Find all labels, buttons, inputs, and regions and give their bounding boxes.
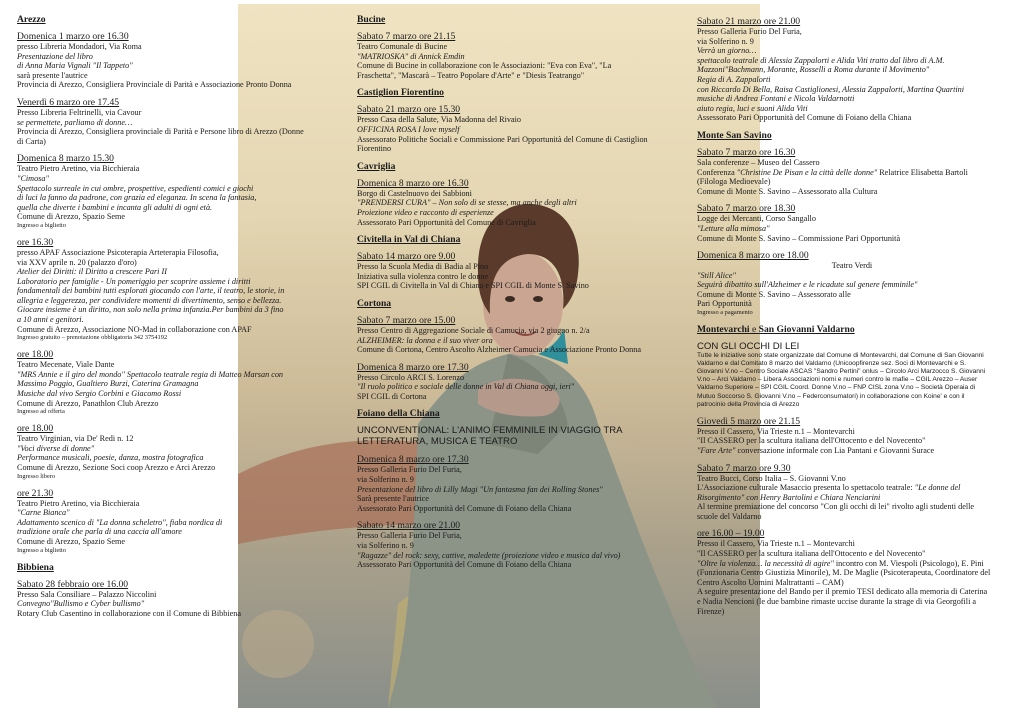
event-organizer: Pari Opportunità	[697, 299, 752, 309]
event-ticket-note: Ingresso a biglietto	[17, 221, 66, 229]
event-bucine-1	[357, 31, 657, 80]
foiano-program-heading	[357, 425, 657, 447]
event-venue: Presso il Cassero, Via Trieste n.1 – Montevarchi	[697, 426, 855, 436]
event-description: con Riccardo Di Bella, Raisa Castiglionesi, Alessia Zappalorti, Martina Quartini	[697, 84, 965, 94]
program-title: LETTERATURA, MUSICA E TEATRO	[357, 436, 518, 448]
event-cavriglia-1	[357, 178, 657, 227]
event-date: Domenica 8 marzo ore 17.30	[357, 454, 469, 466]
montevarchi-program-intro	[697, 341, 1007, 409]
event-organizer: Comune di Arezzo, Spazio Seme	[17, 536, 126, 546]
program-description: Tutte le iniziative sono state organizzate dal Comune di Montevarchi, dal Comune di San Giovanni	[697, 352, 984, 360]
event-organizer: Comune di Cortona, Centro Ascolto Alzheimer Camucia e Associazione Pronto Donna	[357, 345, 642, 355]
event-description: L'Associazione culturale Masaccio presenta lo spettacolo teatrale:	[697, 483, 915, 493]
program-description: Valdarno Superiore – SPI CGIL Coord. Donne V.no – FNP CISL zona V.no – Società Operaia di	[697, 384, 976, 392]
event-description: incontro con M. Viespoli (Psicologo), E. Pini	[833, 558, 984, 568]
event-description: Adattamento scenico di "La donna scheletro", fiaba nordica di	[17, 517, 223, 527]
event-subtitle: "Fare Arte"	[697, 445, 736, 455]
column-3	[697, 16, 1007, 623]
event-montevarchi-3	[697, 528, 1007, 616]
event-venue: Presso Galleria Furio Del Furia,	[357, 465, 462, 475]
event-ticket-note: Ingresso a pagamento	[697, 309, 753, 317]
program-description: V.no – Arci Valdarno – Libera Associazioni nomi e numeri contro le mafie – CGIL Arezzo – Auser	[697, 376, 978, 384]
event-description: a 10 anni e genitori.	[17, 315, 84, 325]
event-ticket-note: Ingresso libero	[17, 472, 56, 480]
event-organizer: Comune di Monte S. Savino – Assessorato alla Cultura	[697, 186, 878, 196]
event-description: (Funzionaria Centro Giustizia Minorile), M. De Maglie (Psicoterapeuta, Coordinatore del	[697, 568, 991, 578]
event-date: Venerdì 6 marzo ore 17.45	[17, 96, 120, 108]
event-title: "Il CASSERO per la scultura italiana dell'Ottocento e del Novecento"	[697, 549, 926, 559]
event-organizer: Provincia di Arezzo, Consigliera Provinciale di Parità e Associazione Pronto Donna	[17, 80, 292, 90]
event-montevarchi-1	[697, 416, 1007, 456]
event-castiglion-1	[357, 104, 657, 153]
event-description: Regia di A. Zappalorti	[697, 74, 771, 84]
event-cortona-1	[357, 315, 657, 355]
event-date: ore 16.00 – 19.00	[697, 528, 765, 540]
event-montesansavino-1	[697, 147, 1007, 196]
event-arezzo-4	[17, 237, 297, 342]
column-2	[357, 14, 657, 577]
event-date: Sabato 7 marzo ore 16.30	[697, 146, 796, 158]
column-1	[17, 14, 304, 625]
event-description-line	[697, 483, 1007, 493]
town-heading-foiano: Foiano della Chiana	[357, 408, 440, 420]
event-venue: Logge dei Mercanti, Corso Sangallo	[697, 214, 816, 224]
event-date: Sabato 21 marzo ore 21.00	[697, 16, 801, 27]
event-note: Sarà presente l'autrice	[357, 494, 429, 504]
event-description: Performance musicali, poesie, danza, mostra fotografica	[17, 453, 204, 463]
event-venue: Sala conferenze – Museo del Cassero	[697, 157, 820, 167]
event-description: conversazione informale con Lia Pantani e Giovanni Surace	[735, 445, 935, 455]
event-venue: Teatro Bucci, Corso Italia – S. Giovanni V.no	[697, 473, 846, 483]
town-heading-civitella: Civitella in Val di Chiana	[357, 234, 461, 246]
event-venue: Presso la Scuola Media di Badia al Pino	[357, 262, 489, 272]
event-cortona-2	[357, 362, 657, 402]
program-description: Valdarno e dal Comitato 8 marzo del Valdarno (Unicoopfirenze sez. Soci di Montevarchi e S.	[697, 360, 967, 368]
event-date: Sabato 21 marzo ore 15.30	[357, 104, 461, 116]
event-description-line	[697, 559, 1007, 569]
event-ticket-note: Ingresso a biglietto	[17, 546, 66, 554]
event-description: aiuto regia, luci e suoni Alida Viti	[697, 103, 808, 113]
event-ticket-note: Ingresso gratuito – prenotazione obbligatoria 342 3754192	[17, 334, 168, 342]
event-note: sarà presente l'autrice	[17, 70, 88, 80]
event-title: OFFICINA ROSA I love myself	[357, 124, 460, 134]
event-venue: via XXV aprile n. 20 (palazzo d'oro)	[17, 257, 137, 267]
town-heading-bucine: Bucine	[357, 14, 386, 25]
event-organizer: Comune di Arezzo, Panathlon Club Arezzo	[17, 398, 159, 408]
event-date: Sabato 14 marzo ore 21.00	[357, 520, 461, 532]
event-date: ore 18.00	[17, 423, 54, 435]
event-foiano-1	[357, 454, 657, 513]
event-arezzo-7	[17, 488, 297, 555]
event-venue: Borgo di Castelnuovo dei Sabbioni	[357, 188, 472, 198]
event-description: A seguire presentazione del Bando per il premio TESI dedicato alla memoria di Caterina	[697, 587, 988, 597]
event-description: Seguirà dibattito sull'Alzheimer e le ricadute sul genere femminile"	[697, 280, 918, 290]
event-title: "PRENDERSI CURA" – Non solo di se stesse, ma anche degli altri	[357, 198, 577, 208]
event-date: Giovedì 5 marzo ore 21.15	[697, 415, 801, 427]
event-title: "Carne Bianca"	[17, 508, 70, 518]
event-organizer: Fraschetta", "Mascarà – Teatro Popolare d'Arte" e "Diesis Teatrango"	[357, 70, 585, 80]
town-name-montevarchi: Montevarchi	[697, 324, 750, 336]
event-date: Sabato 7 marzo ore 18.30	[697, 203, 796, 215]
event-description: Massimo Poggio, Gualtiero Burzi, Caterina Gramagna	[17, 379, 199, 389]
town-heading-cavriglia: Cavriglia	[357, 160, 396, 172]
event-arezzo-5	[17, 349, 297, 416]
event-title: Atelier dei Diritti: il Diritto a crescere Pari II	[17, 267, 167, 277]
event-arezzo-2	[17, 96, 304, 146]
town-name-san-giovanni: San Giovanni Valdarno	[758, 324, 855, 336]
town-heading-castiglion-fiorentino: Castiglion Fiorentino	[357, 87, 444, 99]
event-title: "Christine De Pisan e la città delle donne"	[736, 167, 878, 177]
event-speaker: Relatrice Elisabetta Bartoli	[877, 167, 968, 177]
event-date: Domenica 8 marzo 15.30	[17, 153, 114, 165]
event-venue: via Solferino n. 9	[357, 475, 414, 485]
event-date: Sabato 7 marzo ore 15.00	[357, 314, 456, 326]
event-title: "Letture alla mimosa"	[697, 223, 770, 233]
event-organizer: Comune di Arezzo, Spazio Seme	[17, 212, 126, 222]
event-description: tradizione orale che parla di una caccia all'amore	[17, 527, 182, 537]
event-description: Proiezione video e racconto di esperienze	[357, 207, 494, 217]
event-montesansavino-2	[697, 203, 1007, 243]
event-venue: Presso Centro di Aggregazione Sociale di Camucia, via 2 giugno n. 2/a	[357, 325, 590, 335]
event-description: e Nadia Nencioni (le due bambine rimaste uccise durante la strage di via Georgofili a	[697, 597, 977, 607]
event-date: Domenica 8 marzo ore 18.00	[697, 250, 809, 262]
event-venue: Teatro Virginian, via De' Redi n. 12	[17, 434, 134, 444]
event-venue: Teatro Pietro Aretino, via Bicchieraia	[17, 164, 140, 174]
event-date: Sabato 7 marzo ore 21.15	[357, 31, 456, 42]
town-heading-arezzo: Arezzo	[17, 14, 46, 25]
event-title: ALZHEIMER: la donna e il suo viver ora	[357, 335, 493, 345]
event-title-line	[697, 168, 1007, 178]
program-title: UNCONVENTIONAL: L'ANIMO FEMMINILE IN VIAGGIO TRA	[357, 425, 623, 437]
event-organizer: Comune di Monte S. Savino – Assessorato alle	[697, 289, 851, 299]
town-heading-bibbiena: Bibbiena	[17, 561, 54, 573]
event-foiano-2	[357, 520, 657, 569]
event-organizer: Comune di Arezzo, Sezione Soci coop Arezzo e Arci Arezzo	[17, 463, 216, 472]
event-date: ore 18.00	[17, 349, 54, 361]
event-title: di Anna Maria Vignali "Il Tappeto"	[17, 61, 133, 71]
event-venue: Presso Circolo ARCI S. Lorenzo	[357, 372, 465, 382]
event-description: quella che diverte i bambini e incanta gli adulti di ogni età.	[17, 202, 213, 212]
event-title: Convegno"Bullismo e Cyber bullismo"	[17, 599, 145, 609]
event-date: Domenica 1 marzo ore 16.30	[17, 31, 129, 42]
event-description: musiche di Andrea Fontani e Nicola Valdarnotti	[697, 94, 855, 104]
event-venue: Teatro Mecenate, Viale Dante	[17, 360, 115, 370]
event-date: ore 21.30	[17, 487, 54, 499]
event-title: Presentazione del libro	[17, 51, 93, 61]
event-organizer: Assessorato Pari Opportunità del Comune di Foiano della Chiana	[357, 503, 572, 513]
event-title: se permettete, parliamo di donne…	[17, 117, 133, 127]
event-title: "MRS Annie e il giro del mondo" Spettacolo teatrale regia di Matteo Marsan con	[17, 369, 284, 379]
event-montevarchi-2	[697, 463, 1007, 522]
event-title: "Il ruolo politico e sociale delle donne in Val di Chiana oggi, ieri"	[357, 382, 575, 392]
town-heading-montevarchi-san-giovanni	[697, 324, 1007, 335]
event-date: Domenica 8 marzo ore 16.30	[357, 177, 469, 189]
event-title: Risorgimento" con Henry Bartolini e Chiara Nenciarini	[697, 492, 881, 502]
event-venue: Presso Galleria Furio Del Furia,	[697, 27, 802, 36]
event-organizer: Assessorato Pari Opportunità del Comune di Cavriglia	[357, 217, 536, 227]
event-organizer: Assessorato Pari Opportunità del Comune di Foiano della Chiana	[697, 113, 912, 123]
event-description: Spettacolo surreale in cui ombre, prospettive, espedienti comici e giochi	[17, 183, 254, 193]
program-description: patrocinio della Provincia di Arezzo	[697, 400, 800, 408]
event-organizer: Assessorato Pari Opportunità del Comune di Foiano della Chiana	[357, 560, 572, 570]
event-description: Mazzoni"Bachmann, Morante, Rosselli a Roma durante il Movimento"	[697, 65, 930, 75]
event-venue: via Solferino n. 9	[697, 36, 754, 46]
event-venue: presso APAF Associazione Psicoterapia Arteterapia Filosofia,	[17, 247, 219, 257]
event-organizer: Rotary Club Casentino in collaborazione con il Comune di Bibbiena	[17, 608, 241, 618]
event-venue: presso Libreria Mondadori, Via Roma	[17, 42, 142, 51]
event-civitella-1	[357, 251, 657, 291]
event-organizer: Provincia di Arezzo, Consigliera provinciale di Parità e Persone libro di Arezzo (Donne	[17, 127, 304, 137]
event-organizer: Comune di Bucine in collaborazione con le Associazioni: "Eva con Eva", "La	[357, 61, 612, 71]
event-description: Al termine premiazione del concorso "Con gli occhi di lei" rivolto agli studenti delle	[697, 502, 975, 512]
town-conjunction: e	[749, 324, 759, 336]
event-title: "Ragazze" del rock: sexy, cattive, maledette (proiezione video e musica dal vivo)	[357, 550, 621, 560]
event-organizer: Comune di Monte S. Savino – Commissione Pari Opportunità	[697, 233, 901, 243]
event-venue: Presso Libreria Feltrinelli, via Cavour	[17, 107, 142, 117]
event-description: Musiche dal vivo Sergio Corbini e Giacomo Rossi	[17, 389, 182, 399]
event-organizer: Assessorato Politiche Sociali e Commissione Pari Opportunità del Comune di Castiglion	[357, 134, 648, 144]
event-venue: Presso il Cassero, Via Trieste n.1 – Montevarchi	[697, 539, 855, 549]
event-organizer: Fiorentino	[357, 144, 392, 154]
town-heading-cortona: Cortona	[357, 297, 392, 309]
event-ticket-note: Ingresso ad offerta	[17, 408, 65, 416]
event-organizer: SPI CGIL di Civitella in Val di Chiana e SPI CGIL di Monte S. Savino	[357, 281, 589, 291]
event-venue: Presso Sala Consiliare – Palazzo Niccolini	[17, 589, 157, 599]
program-title: CON GLI OCCHI DI LEI	[697, 341, 800, 353]
event-venue: Presso Casa della Salute, Via Madonna del Rivaio	[357, 115, 521, 125]
event-description: allegria e leggerezza, per condividere momenti di divertimento, senso e bellezza.	[17, 295, 282, 305]
event-description: Centro Ascolto Uomini Maltrattanti – CAM)	[697, 577, 844, 587]
event-date: ore 16.30	[17, 236, 54, 248]
town-heading-monte-san-savino: Monte San Savino	[697, 129, 772, 141]
event-bibbiena-1	[17, 579, 297, 619]
event-venue: Presso Galleria Furio Del Furia,	[357, 531, 462, 541]
program-description: Giovanni V.no – Centro Sociale ASCAS "Sandro Pertini" onlus – Circolo Arci Marzocco S. Giovanni	[697, 368, 986, 376]
event-date: Domenica 8 marzo ore 17.30	[357, 361, 469, 373]
event-title: Verrà un giorno…	[697, 46, 757, 56]
event-description: fondamentali dei bambini tutti esplorati giocando con l'arte, il teatro, le storie, in	[17, 286, 285, 296]
event-title: "Il CASSERO per la scultura italiana dell'Ottocento e del Novecento"	[697, 436, 926, 446]
event-date: Sabato 28 febbraio ore 16.00	[17, 578, 129, 590]
event-venue: Teatro Comunale di Bucine	[357, 42, 448, 51]
event-organizer: di Carta)	[17, 136, 46, 146]
event-description: Giocare insieme è un diritto, non solo nella prima infanzia.Per bambini da 3 fino	[17, 305, 284, 315]
event-title: Presentazione del libro di Lilly Magi "Un fantasma fan dei Rolling Stones"	[357, 484, 603, 494]
event-description: di luci la fanno da padrone, con grazia ed eleganza. In scena la fantasia,	[17, 193, 257, 203]
event-title: "MATRIOSKA" di Annick Emdin	[357, 51, 465, 61]
event-speaker: (Filologa Medioevale)	[697, 177, 771, 187]
event-organizer: SPI CGIL di Cortona	[357, 391, 427, 401]
event-description: Laboratorio per famiglie - Un pomeriggio per scoprire assieme i diritti	[17, 276, 251, 286]
event-type: Conferenza	[697, 167, 737, 177]
program-description: Mutuo Soccorso S. Giovanni V.no – Federconsumatori) in collaborazione con Koine' e con il	[697, 392, 965, 400]
event-title: "Still Alice"	[697, 270, 736, 280]
event-title: "Cimosa"	[17, 173, 49, 183]
event-title: Iniziativa sulla violenza contro le donne	[357, 271, 489, 281]
event-description: scuole del Valdarno	[697, 511, 762, 521]
event-subtitle: "Oltre la violenza… la necessità di agire"	[697, 558, 834, 568]
event-venue: via Solferino n. 9	[357, 541, 414, 551]
event-organizer: Comune di Arezzo, Associazione NO-Mad in collaborazione con APAF	[17, 324, 252, 334]
event-montesansavino-3	[697, 250, 1007, 317]
event-arezzo-6	[17, 423, 297, 480]
event-title: "Le donne del	[914, 483, 961, 493]
event-description: Firenze)	[697, 606, 725, 616]
event-venue: Teatro Verdi	[831, 261, 873, 271]
event-arezzo-3	[17, 153, 297, 230]
event-arezzo-1	[17, 31, 297, 90]
event-description-line	[697, 446, 1007, 456]
event-date: Sabato 7 marzo ore 9.30	[697, 462, 791, 474]
event-title: "Voci diverse di donne"	[17, 443, 95, 453]
event-venue: Teatro Pietro Aretino, via Bicchieraia	[17, 498, 140, 508]
event-date: Sabato 14 marzo ore 9.00	[357, 251, 456, 263]
event-foiano-3	[697, 16, 1007, 123]
event-description: spettacolo teatrale di Alessia Zappalorti e Alida Viti tratto dal libro di A.M.	[697, 55, 945, 65]
